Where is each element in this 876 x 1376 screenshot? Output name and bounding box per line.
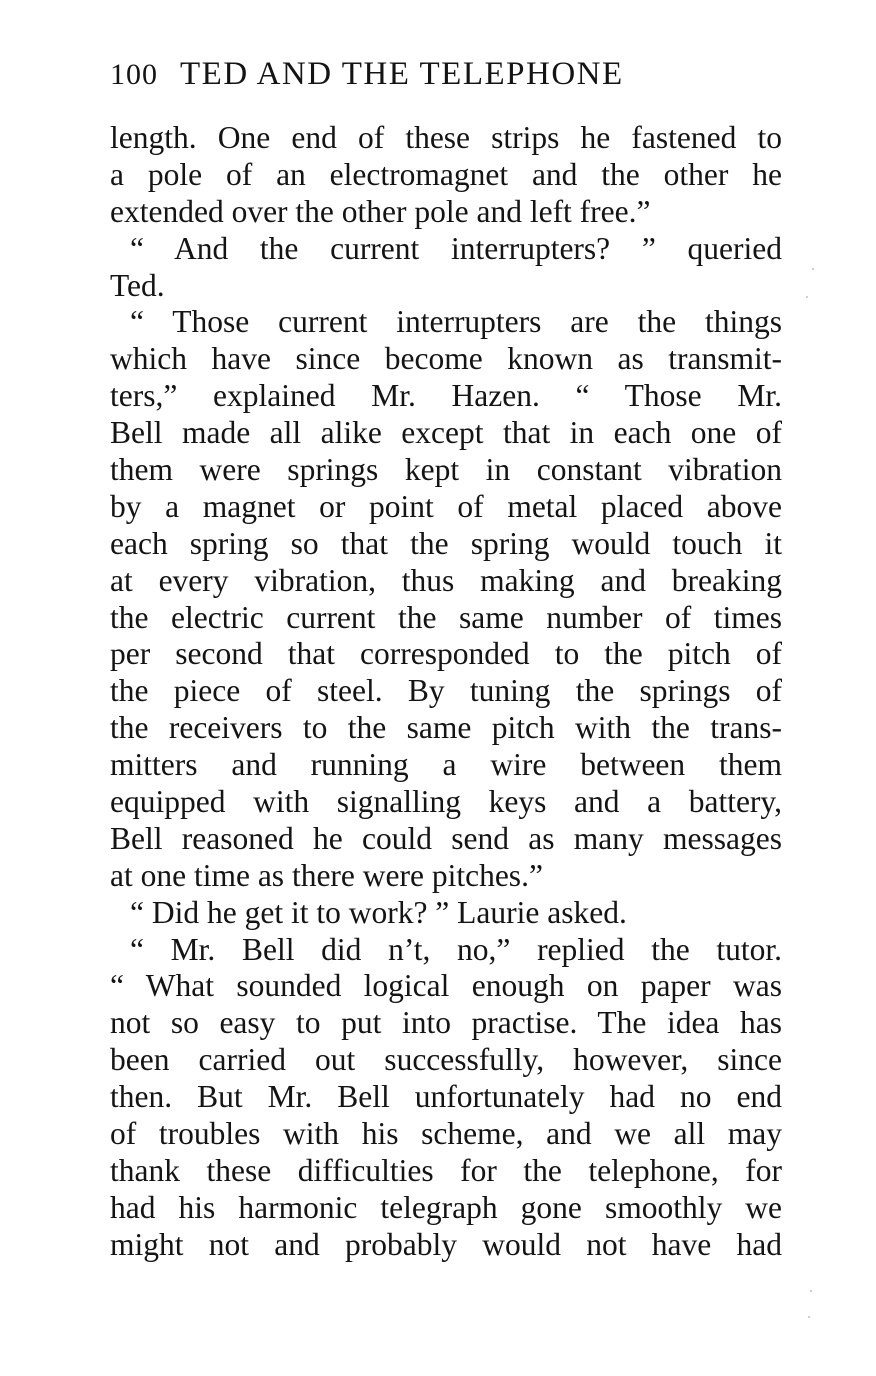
text-line: equipped with signalling keys and a battery, [110, 784, 782, 820]
text-line: “ Mr. Bell did n’t, no,” replied the tutor. [130, 931, 782, 967]
text-line: mitters and running a wire between them [110, 747, 782, 783]
text-line: the electric current the same number of times [110, 599, 782, 635]
text-line: “ Those current interrupters are the things [130, 304, 782, 340]
scan-speck [806, 296, 808, 298]
text-line: “ And the current interrupters? ” queried [130, 230, 782, 266]
text-line: Ted. [110, 267, 165, 303]
text-line: Bell reasoned he could send as many messages [110, 820, 782, 856]
text-line: might not and probably would not have had [110, 1226, 782, 1262]
text-line: each spring so that the spring would touch it [110, 525, 782, 561]
text-line: of troubles with his scheme, and we all may [110, 1116, 782, 1152]
text-line: “ Did he get it to work? ” Laurie asked. [130, 894, 627, 930]
text-line: which have since become known as transmit- [110, 341, 782, 377]
text-line: the piece of steel. By tuning the springs of [110, 673, 782, 709]
scan-speck [808, 1316, 810, 1318]
text-line: then. But Mr. Bell unfortunately had no end [110, 1079, 782, 1115]
text-line: at one time as there were pitches.” [110, 857, 543, 893]
running-head [110, 56, 710, 100]
text-line: not so easy to put into practise. The idea has [110, 1005, 782, 1041]
text-line: at every vibration, thus making and breaking [110, 562, 782, 598]
text-line: Bell made all alike except that in each one of [110, 415, 782, 451]
text-line: length. One end of these strips he fastened to [110, 120, 782, 155]
page-number: 100 [110, 58, 158, 91]
text-line: a pole of an electromagnet and the other he [110, 156, 782, 192]
text-line: by a magnet or point of metal placed above [110, 488, 782, 524]
text-line: ters,” explained Mr. Hazen. “ Those Mr. [110, 378, 782, 414]
text-line: thank these difficulties for the telephone, for [110, 1152, 782, 1188]
text-line: per second that corresponded to the pitch of [110, 636, 782, 672]
text-line: them were springs kept in constant vibration [110, 452, 782, 488]
text-line: had his harmonic telegraph gone smoothly we [110, 1189, 782, 1225]
running-title: TED AND THE TELEPHONE [180, 56, 624, 92]
scan-speck [810, 1290, 812, 1292]
text-line: extended over the other pole and left free.” [110, 193, 651, 229]
scan-speck [812, 268, 814, 270]
text-line: been carried out successfully, however, since [110, 1042, 782, 1078]
text-line: “ What sounded logical enough on paper was [110, 968, 782, 1004]
text-line: the receivers to the same pitch with the trans- [110, 710, 782, 746]
